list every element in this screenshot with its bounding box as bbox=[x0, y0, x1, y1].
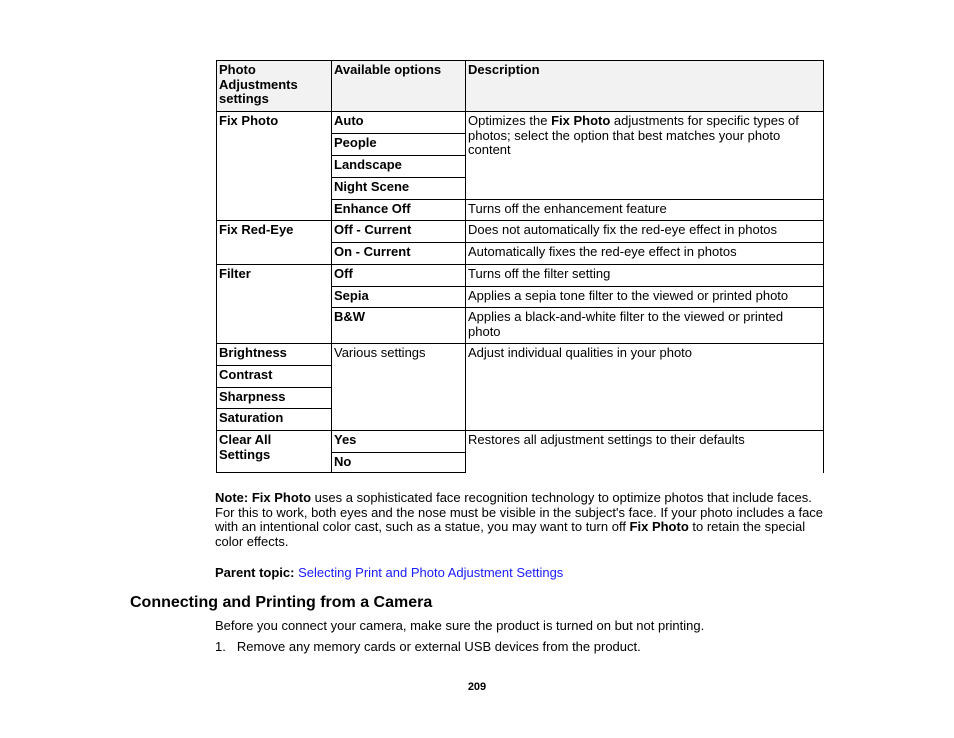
row-line-red-eye bbox=[216, 220, 824, 221]
option-auto: Auto bbox=[334, 113, 364, 128]
desc-sepia: Applies a sepia tone filter to the viewed or printed photo bbox=[468, 288, 789, 303]
photo-adjustments-table bbox=[216, 60, 824, 473]
desc-on-current: Automatically fixes the red-eye effect in photos bbox=[468, 244, 737, 259]
note-bold-1: Fix Photo bbox=[251, 490, 312, 505]
option-bw: B&W bbox=[334, 309, 366, 324]
option-off-current: Off - Current bbox=[334, 222, 412, 237]
note-text-1: uses a sophisticated face recognition technology to optimize photos that include faces. For this to work, both eyes and the nose must be visible in the subject's face. If your photo includes a face with an intentional color cast, such as a statue, you may want to turn off bbox=[215, 490, 824, 534]
table-border-right bbox=[823, 60, 824, 473]
table-border-bottom bbox=[216, 472, 465, 473]
step-1 bbox=[215, 640, 825, 655]
row-line-clear-all bbox=[216, 430, 824, 431]
row-line-saturation bbox=[216, 408, 331, 409]
row-line-filter bbox=[216, 264, 824, 265]
row-line-night-scene bbox=[331, 177, 465, 178]
desc-filter-off: Turns off the filter setting bbox=[468, 266, 611, 281]
desc-enhance-off: Turns off the enhancement feature bbox=[468, 201, 667, 216]
option-on-current: On - Current bbox=[334, 244, 411, 259]
option-no: No bbox=[334, 454, 352, 469]
option-night-scene: Night Scene bbox=[334, 179, 410, 194]
desc-adjust-qualities: Adjust individual qualities in your photo bbox=[468, 345, 693, 360]
desc-fix-photo-suffix: adjustments for specific types of photos; select the option that best matches your photo content bbox=[468, 113, 799, 157]
note-label: Note: bbox=[215, 490, 249, 505]
setting-saturation: Saturation bbox=[219, 410, 284, 425]
option-filter-off: Off bbox=[334, 266, 353, 281]
header-options: Available options bbox=[334, 62, 442, 77]
setting-fix-red-eye: Fix Red-Eye bbox=[219, 222, 294, 237]
section-intro: Before you connect your camera, make sure the product is turned on but not printing. bbox=[215, 618, 705, 633]
row-line-sharpness bbox=[216, 387, 331, 388]
section-heading-wrap bbox=[130, 594, 830, 612]
note-bold-2: Fix Photo bbox=[629, 519, 689, 534]
desc-bw: Applies a black-and-white filter to the viewed or printed photo bbox=[468, 309, 784, 339]
option-yes: Yes bbox=[334, 432, 357, 447]
setting-contrast: Contrast bbox=[219, 367, 273, 382]
desc-off-current: Does not automatically fix the red-eye effect in photos bbox=[468, 222, 778, 237]
header-setting: Photo Adjustments settings bbox=[219, 62, 298, 106]
column-divider-1 bbox=[331, 60, 332, 473]
setting-filter: Filter bbox=[219, 266, 251, 281]
row-line-landscape bbox=[331, 155, 465, 156]
setting-brightness: Brightness bbox=[219, 345, 287, 360]
row-line-bw bbox=[331, 307, 824, 308]
row-line-adjustments bbox=[216, 343, 824, 344]
option-sepia: Sepia bbox=[334, 288, 369, 303]
row-line-people bbox=[331, 133, 465, 134]
header-description: Description bbox=[468, 62, 540, 77]
row-line-on-current bbox=[331, 242, 824, 243]
desc-fix-photo-prefix: Optimizes the bbox=[468, 113, 552, 128]
parent-topic-link[interactable]: Selecting Print and Photo Adjustment Settings bbox=[298, 565, 564, 580]
setting-fix-photo: Fix Photo bbox=[219, 113, 279, 128]
note-paragraph bbox=[215, 491, 825, 549]
parent-topic-label: Parent topic: bbox=[215, 565, 295, 580]
note-text-2: to retain the special color effects. bbox=[215, 519, 806, 549]
step-1-text: Remove any memory cards or external USB devices from the product. bbox=[236, 639, 641, 654]
section-title: Connecting and Printing from a Camera bbox=[130, 594, 433, 611]
option-people: People bbox=[334, 135, 377, 150]
column-divider-2 bbox=[465, 60, 466, 473]
row-line-enhance-off bbox=[331, 199, 824, 200]
table-border-top bbox=[216, 60, 824, 61]
row-line-contrast bbox=[216, 365, 331, 366]
desc-fix-photo bbox=[465, 111, 824, 158]
page-number: 209 bbox=[467, 681, 487, 693]
setting-clear-all: Clear All Settings bbox=[219, 432, 272, 462]
step-1-number: 1. bbox=[215, 639, 226, 654]
table-border-left bbox=[216, 60, 217, 473]
row-line-sepia bbox=[331, 286, 824, 287]
option-landscape: Landscape bbox=[334, 157, 402, 172]
setting-sharpness: Sharpness bbox=[219, 389, 286, 404]
row-line-no bbox=[331, 452, 465, 453]
option-enhance-off: Enhance Off bbox=[334, 201, 411, 216]
parent-topic bbox=[215, 566, 825, 581]
desc-clear-all: Restores all adjustment settings to their defaults bbox=[468, 432, 745, 447]
option-various-settings: Various settings bbox=[334, 345, 426, 360]
row-line-header bbox=[216, 111, 824, 112]
desc-fix-photo-bold: Fix Photo bbox=[551, 113, 611, 128]
